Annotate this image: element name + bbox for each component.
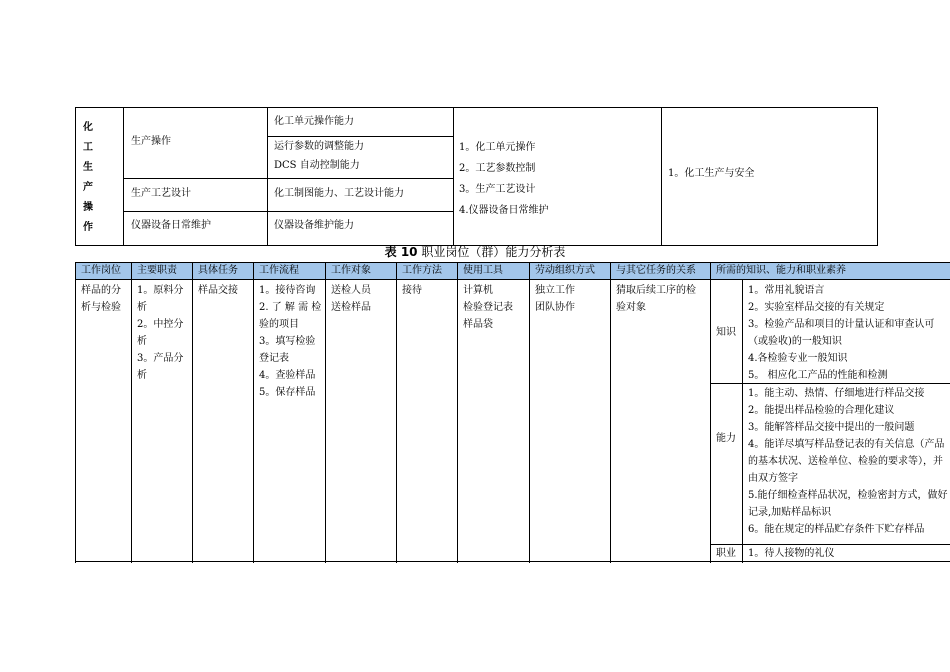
post-cell: 样品的分 析与检验 bbox=[81, 285, 121, 313]
grid-line bbox=[453, 108, 454, 245]
row-name: 仪器设备日常维护 bbox=[131, 220, 211, 231]
header-cell: 工作对象 bbox=[325, 262, 397, 280]
method-cell: 接待 bbox=[402, 285, 422, 296]
process-cell: 1。接待咨询 2. 了 解 需 检 验的项目 3。填写检验 登记表 4。查验样品 5。保存样品 bbox=[259, 285, 322, 398]
header-cell: 工作流程 bbox=[253, 262, 326, 280]
header-cell: 劳动组织方式 bbox=[529, 262, 611, 280]
course-list: 1。化工单元操作 2。工艺参数控制 3。生产工艺设计 4.仪器设备日常维护 bbox=[459, 142, 549, 216]
duties-cell: 1。原料分 析 2。中控分 析 3。产品分 析 bbox=[137, 285, 184, 381]
grid-line bbox=[396, 279, 397, 563]
organization-cell: 独立工作 团队协作 bbox=[535, 285, 575, 313]
task-cell: 样品交接 bbox=[198, 285, 238, 296]
capability-table-top bbox=[75, 107, 878, 246]
quality-label: 职业 bbox=[716, 548, 736, 559]
grid-line bbox=[661, 108, 662, 245]
header-cell: 与其它任务的关系 bbox=[610, 262, 711, 280]
header-cell: 具体任务 bbox=[192, 262, 254, 280]
job-analysis-table bbox=[75, 262, 950, 562]
grid-line bbox=[529, 279, 530, 563]
ability-item: 化工单元操作能力 bbox=[274, 116, 354, 127]
ability-item: 仪器设备维护能力 bbox=[274, 220, 354, 231]
header-cell: 工作岗位 bbox=[75, 262, 132, 280]
grid-line bbox=[75, 279, 76, 563]
table-title: 表 10 职业岗位（群）能力分析表 bbox=[384, 245, 566, 259]
ability-list: 1。能主动、热情、仔细地进行样品交接 2。能提出样品检验的合理化建议 3。能解答样品交接中提出的一般问题 4。能详尽填写样品登记表的有关信息（产品 的基本状况、送检单位、检验的要求等），并 由双方签字 5.能仔细检查样品状况，检验密封方式，做好 记录,加贴样品标识 6。能在规定的样品贮存条件下贮存样品 bbox=[748, 388, 948, 535]
quality-list: 1。待人接物的礼仪 bbox=[748, 548, 835, 559]
grid-line bbox=[610, 279, 611, 563]
header-cell: 主要职责 bbox=[131, 262, 193, 280]
grid-line bbox=[710, 279, 711, 563]
row-name: 生产工艺设计 bbox=[131, 188, 191, 199]
ability-item: DCS 自动控制能力 bbox=[274, 160, 360, 171]
grid-line bbox=[742, 279, 743, 563]
category-label: 化 工 生 产 操 作 bbox=[83, 122, 93, 233]
ability-item: 运行参数的调整能力 bbox=[274, 141, 364, 152]
grid-line bbox=[123, 211, 453, 212]
grid-line bbox=[123, 108, 124, 245]
grid-line bbox=[267, 136, 453, 137]
grid-line bbox=[192, 279, 193, 563]
grid-line bbox=[325, 279, 326, 563]
grid-line bbox=[123, 178, 453, 179]
tools-cell: 计算机 检验登记表 样品袋 bbox=[463, 285, 513, 330]
grid-line bbox=[457, 279, 458, 563]
ability-item: 化工制图能力、工艺设计能力 bbox=[274, 188, 404, 199]
grid-line bbox=[267, 108, 268, 245]
relation-cell: 猜取后续工序的检 验对象 bbox=[616, 285, 696, 313]
literacy-item: 1。化工生产与安全 bbox=[668, 168, 755, 179]
knowledge-list: 1。常用礼貌语言 2。实验室样品交接的有关规定 3。检验产品和项目的计量认证和审查认可 （或验收)的一般知识 4.各检验专业一般知识 5。 相应化工产品的性能和检测 bbox=[748, 285, 935, 381]
ability-label: 能力 bbox=[716, 433, 736, 444]
header-cell: 工作方法 bbox=[396, 262, 458, 280]
header-cell: 所需的知识、能力和职业素养 bbox=[710, 262, 950, 280]
header-cell: 使用工具 bbox=[457, 262, 530, 280]
objects-cell: 送检人员 送检样品 bbox=[331, 285, 371, 313]
grid-line bbox=[253, 279, 254, 563]
row-name: 生产操作 bbox=[131, 136, 171, 147]
knowledge-label: 知识 bbox=[716, 327, 736, 338]
grid-line bbox=[131, 279, 132, 563]
